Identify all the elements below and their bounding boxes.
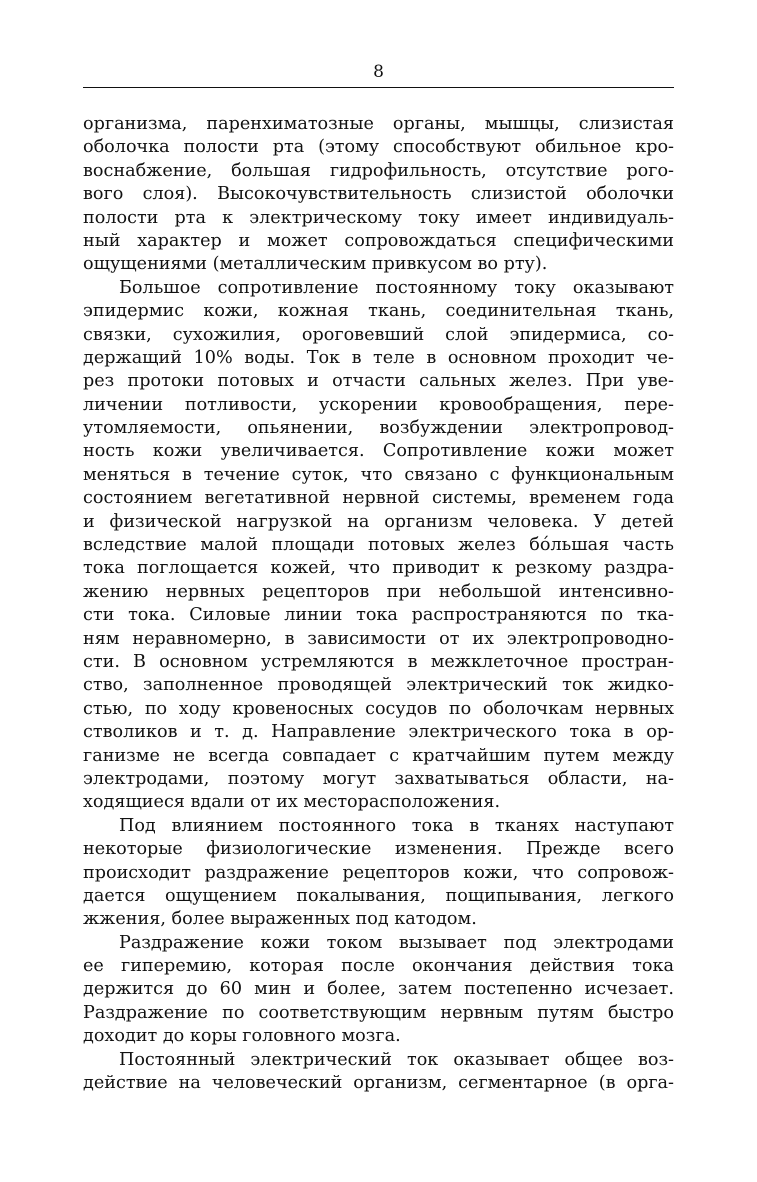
text-line: происходит раздражение рецепторов кожи, что сопровож- xyxy=(83,862,674,883)
text-line: Большое сопротивление постоянному току оказывают xyxy=(119,277,674,298)
text-line: рез протоки потовых и отчасти сальных желез. При уве- xyxy=(83,371,674,392)
text-line: ность кожи увеличивается. Сопротивление кожи может xyxy=(83,441,674,462)
text-line: Раздражение по соответствующим нервным путям быстро xyxy=(83,1002,674,1023)
text-line: связки, сухожилия, ороговевший слой эпидермиса, со- xyxy=(83,324,674,345)
paragraph-5 xyxy=(83,1049,674,1096)
text-line: вследствие малой площади потовых желез бóльшая часть xyxy=(83,535,674,556)
text-line: стью, по ходу кровеносных сосудов по оболочкам нервных xyxy=(83,698,674,719)
text-line: ходящиеся вдали от их месторасположения. xyxy=(83,792,501,813)
text-line: меняться в течение суток, что связано с функциональным xyxy=(83,464,674,485)
header-rule xyxy=(83,87,674,88)
text-line: электродами, поэтому могут захватываться области, на- xyxy=(83,768,674,789)
text-line: держится до 60 мин и более, затем постепенно исчезает. xyxy=(83,979,674,1000)
text-line: эпидермис кожи, кожная ткань, соединительная ткань, xyxy=(83,301,674,322)
text-line: держащий 10% воды. Ток в теле в основном проходит че- xyxy=(83,347,674,368)
text-line: Раздражение кожи током вызывает под электродами xyxy=(119,932,674,953)
text-line: ство, заполненное проводящей электрический ток жидко- xyxy=(83,675,674,696)
text-line: Под влиянием постоянного тока в тканях наступают xyxy=(119,815,674,836)
page-body xyxy=(83,113,674,1095)
paragraph-2 xyxy=(83,277,674,815)
text-line: ее гиперемию, которая после окончания действия тока xyxy=(83,956,674,977)
text-line: утомляемости, опьянении, возбуждении электропровод- xyxy=(83,418,674,439)
text-line: действие на человеческий организм, сегментарное (в орга- xyxy=(83,1073,674,1094)
text-line: жжения, более выраженных под катодом. xyxy=(83,909,477,930)
page-number: 8 xyxy=(373,62,384,82)
text-line: ощущениями (металлическим привкусом во рту). xyxy=(83,254,548,275)
text-line: стволиков и т. д. Направление электрического тока в ор- xyxy=(83,722,674,743)
paragraph-1 xyxy=(83,113,674,277)
text-line: ням неравномерно, в зависимости от их электропроводно- xyxy=(83,628,674,649)
text-line: ганизме не всегда совпадает с кратчайшим путем между xyxy=(83,745,674,766)
text-line: состоянием вегетативной нервной системы, временем года xyxy=(83,488,674,509)
text-line: жению нервных рецепторов при небольшой интенсивно- xyxy=(83,581,674,602)
text-line: вого слоя). Высокочувствительность слизистой оболочки xyxy=(83,184,674,205)
text-line: полости рта к электрическому току имеет индивидуаль- xyxy=(83,207,674,228)
paragraph-4 xyxy=(83,932,674,1049)
text-line: сти. В основном устремляются в межклеточное простран- xyxy=(83,651,674,672)
text-line: сти тока. Силовые линии тока распространяются по тка- xyxy=(83,605,674,626)
text-line: ный характер и может сопровождаться специфическими xyxy=(83,230,674,251)
paragraph-3 xyxy=(83,815,674,932)
text-line: личении потливости, ускорении кровообращения, пере- xyxy=(83,394,674,415)
text-line: дается ощущением покалывания, пощипывания, легкого xyxy=(83,885,674,906)
text-line: организма, паренхиматозные органы, мышцы, слизистая xyxy=(83,114,674,134)
text-line: Постоянный электрический ток оказывает общее воз- xyxy=(119,1049,674,1070)
text-line: и физической нагрузкой на организм человека. У детей xyxy=(83,511,674,532)
text-line: тока поглощается кожей, что приводит к резкому раздра- xyxy=(83,558,674,579)
text-line: доходит до коры головного мозга. xyxy=(83,1026,401,1047)
text-line: некоторые физиологические изменения. Прежде всего xyxy=(83,839,674,860)
text-line: оболочка полости рта (этому способствуют обильное кро- xyxy=(83,137,674,158)
text-line: воснабжение, большая гидрофильность, отсутствие рого- xyxy=(83,160,674,181)
